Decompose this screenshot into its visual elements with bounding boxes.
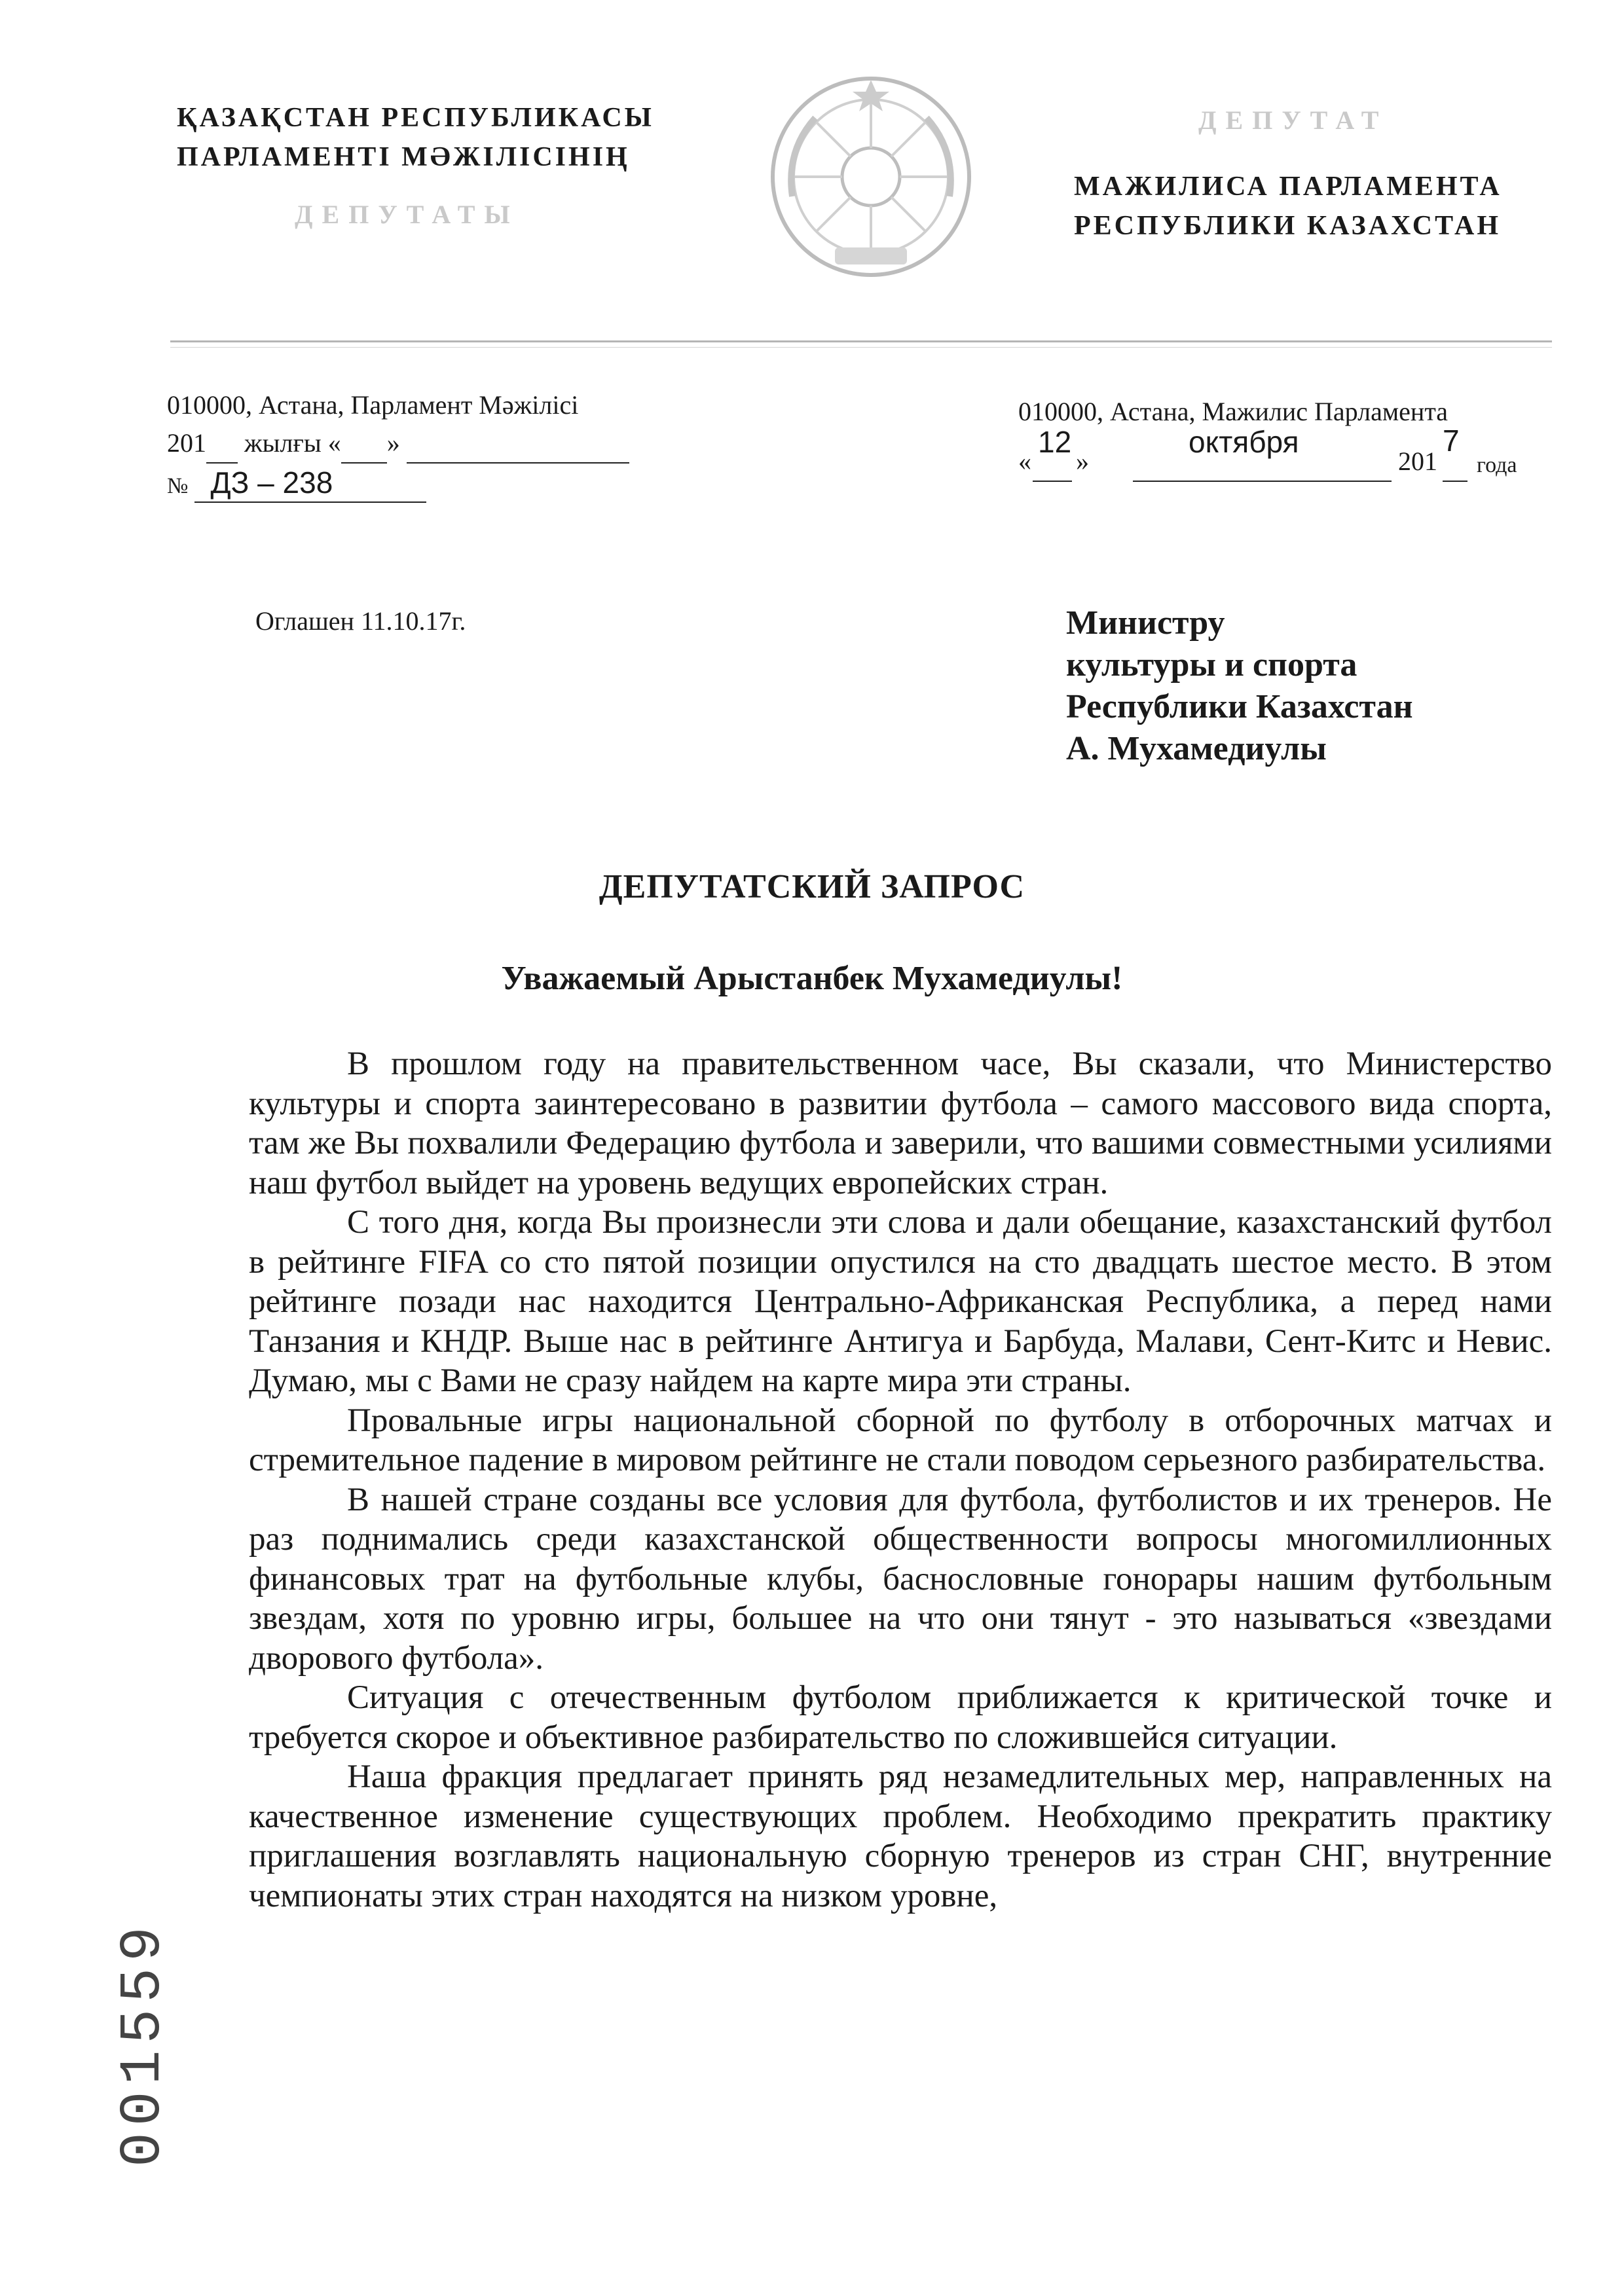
left-date-year-blank <box>206 424 238 464</box>
recipient-line4: А. Мухамедиулы <box>1066 730 1327 767</box>
right-date-month: октября <box>1189 425 1299 459</box>
paragraph-4: В нашей стране созданы все условия для футбола, футболистов и их тренеров. Не раз поднимались среди казахстанской общественности вопросы многомиллионных финансовых трат на футбольные клубы, баснословные гонорары нашим футбольным звездам, хотя по уровню игры, большее на что они тянут - это называться «звездами дворового футбола». <box>249 1481 1552 1677</box>
salutation: Уважаемый Арыстанбек Мухамедиулы! <box>501 960 1123 997</box>
document-title: ДЕПУТАТСКИЙ ЗАПРОС <box>599 868 1025 905</box>
right-date-year-prefix: 201 <box>1398 446 1437 476</box>
paragraph-1: В прошлом году на правительственном часе, Вы сказали, что Министерство культуры и спорта заинтересовано в развитии футбола – самого массового вида спорта, там же Вы похвалили Федерацию футбола и заверили, что вашими совместными усилиями наш футбол выйдет на уровень ведущих европейских стран. <box>249 1046 1552 1201</box>
margin-stamp-number: 001559 <box>111 1920 176 2167</box>
recipient-line2: культуры и спорта <box>1066 646 1357 683</box>
right-address: 010000, Астана, Мажилис Парламента <box>1018 397 1449 426</box>
header-right-line1: МАЖИЛИСА ПАРЛАМЕНТА <box>1074 172 1502 202</box>
header-right-line2: РЕСПУБЛИКИ КАЗАХСТАН <box>1074 211 1502 241</box>
header-right-faded: ДЕПУТАТ <box>1198 105 1388 135</box>
recipient-line1: Министру <box>1066 604 1225 642</box>
right-date-year-digit: 7 <box>1443 424 1460 458</box>
right-date-year-suffix: года <box>1477 453 1517 477</box>
paragraph-2: С того дня, когда Вы произнесли эти слова и дали обещание, казахстанский футбол в рейтинге FIFA со сто пятой позиции опустился на сто двадцать шестое место. В этом рейтинге позади нас находится Центрально-Африканская Республика, а перед нами Танзания и КНДР. Выше нас в рейтинге Антигуа и Барбуда, Малави, Сент-Китс и Невис. Думаю, мы с Вами не сразу найдем на карте мира эти страны. <box>249 1204 1552 1399</box>
header-divider <box>170 340 1552 342</box>
header-divider-thin <box>170 347 1552 348</box>
left-date-month-blank <box>407 424 629 464</box>
paragraph-3: Провальные игры национальной сборной по футболу в отборочных матчах и стремительное падение в мировом рейтинге не стали поводом серьезного разбирательства. <box>249 1402 1552 1478</box>
header-left-line1: ҚАЗАҚСТАН РЕСПУБЛИКАСЫ <box>177 103 654 133</box>
paragraph-5: Ситуация с отечественным футболом приближается к критической точке и требуется скорое и объективное разбирательство по сложившейся ситуации. <box>249 1679 1552 1756</box>
left-reference-block <box>167 386 629 505</box>
left-date-day-blank <box>341 424 387 464</box>
recipient-block <box>1066 602 1413 770</box>
left-number-line <box>167 464 629 505</box>
right-date-day: 12 <box>1038 425 1072 459</box>
left-date-mid: жылғы « <box>244 428 341 458</box>
right-date-line: « 12 » октября 201 7 года <box>1018 431 1448 477</box>
paragraph-6: Наша фракция предлагает принять ряд незамедлительных мер, направленных на качественное изменение существующих проблем. Необходимо прекратить практику приглашения возглавлять национальную сборную тренеров из стран СНГ, внутренние чемпионаты этих стран находятся на низком уровне, <box>249 1758 1552 1914</box>
announced-note: Оглашен 11.10.17г. <box>255 606 466 636</box>
left-number-value: ДЗ – 238 <box>194 464 426 503</box>
header-left-faded: ДЕПУТАТЫ <box>295 200 519 229</box>
left-address: 010000, Астана, Парламент Мәжілісі <box>167 390 579 420</box>
header-left <box>177 98 654 234</box>
header-right <box>1074 167 1502 246</box>
recipient-line3: Республики Казахстан <box>1066 688 1413 725</box>
left-date-suffix: » <box>386 428 400 458</box>
header-left-line2: ПАРЛАМЕНТІ МӘЖІЛІСІНІҢ <box>177 142 630 172</box>
letter-body <box>249 1044 1552 1916</box>
right-reference-block <box>1018 393 1517 477</box>
left-date-prefix: 201 <box>167 428 206 458</box>
left-number-label: № <box>167 474 189 498</box>
left-date-line <box>167 424 629 464</box>
kazakhstan-state-emblem-icon <box>766 72 976 282</box>
